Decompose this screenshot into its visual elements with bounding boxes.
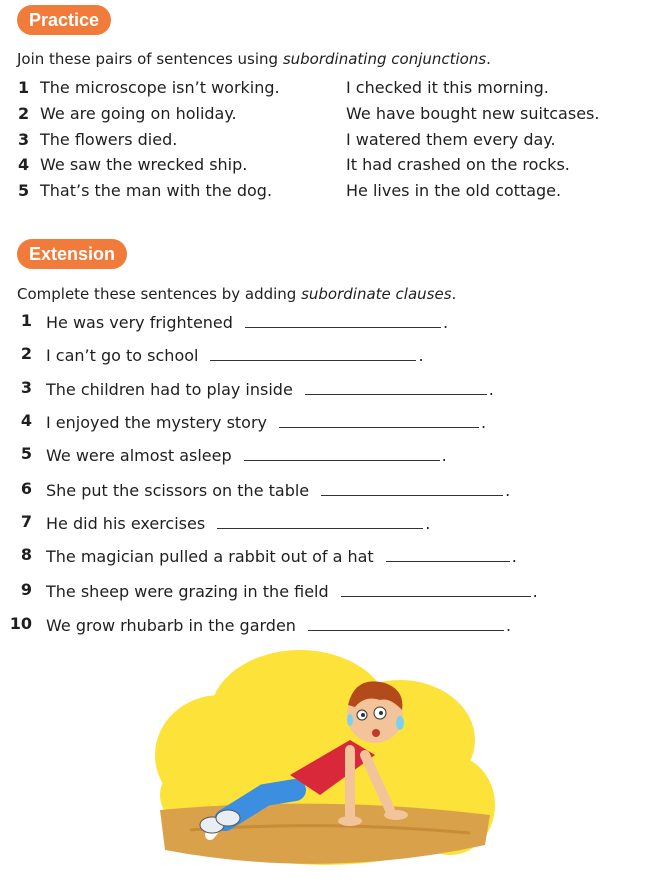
sentence-b: It had crashed on the rocks. bbox=[346, 155, 570, 174]
item-number: 1 bbox=[18, 78, 30, 97]
list-item bbox=[0, 580, 657, 604]
sentence-stem: We were almost asleep bbox=[46, 446, 232, 465]
answer-line[interactable] bbox=[244, 444, 440, 461]
practice-heading: Practice bbox=[17, 5, 111, 35]
list-item bbox=[0, 344, 657, 368]
answer-line[interactable] bbox=[341, 580, 531, 597]
item-number: 5 bbox=[18, 181, 30, 200]
answer-line[interactable] bbox=[279, 411, 479, 428]
sentence-stem: He did his exercises bbox=[46, 514, 206, 533]
sentence-a: The flowers died. bbox=[40, 130, 178, 149]
item-number: 7 bbox=[20, 512, 32, 531]
item-number: 10 bbox=[9, 614, 32, 633]
item-number: 3 bbox=[18, 130, 30, 149]
list-item bbox=[0, 411, 657, 435]
sentence-a: We are going on holiday. bbox=[40, 104, 237, 123]
list-item bbox=[0, 479, 657, 503]
answer-line[interactable] bbox=[245, 311, 441, 328]
item-number: 2 bbox=[18, 104, 30, 123]
item-number: 4 bbox=[20, 411, 32, 430]
item-number: 5 bbox=[20, 444, 32, 463]
sentence-stem: She put the scissors on the table bbox=[46, 481, 310, 500]
sentence-stem: I enjoyed the mystery story bbox=[46, 413, 268, 432]
item-number: 8 bbox=[20, 545, 32, 564]
end-mark: . bbox=[505, 616, 512, 635]
list-item bbox=[0, 378, 657, 402]
sentence-stem: The sheep were grazing in the field bbox=[46, 582, 329, 601]
sentence-b: I checked it this morning. bbox=[346, 78, 549, 97]
end-mark: . bbox=[441, 446, 447, 465]
answer-line[interactable] bbox=[217, 512, 423, 529]
sentence-b: I watered them every day. bbox=[346, 130, 556, 149]
item-number: 6 bbox=[20, 479, 32, 498]
end-mark: . bbox=[425, 514, 431, 533]
sentence-a: We saw the wrecked ship. bbox=[40, 155, 248, 174]
end-mark: . bbox=[488, 380, 494, 399]
end-mark: . bbox=[481, 413, 487, 432]
sentence-a: The microscope isn’t working. bbox=[40, 78, 280, 97]
answer-line[interactable] bbox=[210, 344, 416, 361]
practice-instruction: Join these pairs of sentences using subordinating conjunctions. bbox=[17, 50, 491, 68]
extension-heading: Extension bbox=[17, 239, 127, 269]
answer-line[interactable] bbox=[305, 378, 487, 395]
list-item bbox=[0, 545, 657, 569]
end-mark: . bbox=[418, 346, 424, 365]
list-item bbox=[0, 512, 657, 536]
sentence-stem: The magician pulled a rabbit out of a hat bbox=[46, 547, 374, 566]
answer-line[interactable] bbox=[308, 614, 504, 631]
item-number: 3 bbox=[20, 378, 32, 397]
boy-doing-push-ups-icon bbox=[150, 645, 500, 885]
list-item bbox=[0, 311, 657, 335]
sentence-stem: He was very frightened bbox=[46, 313, 233, 332]
end-mark: . bbox=[511, 547, 517, 566]
sentence-a: That’s the man with the dog. bbox=[40, 181, 273, 200]
sentence-b: He lives in the old cottage. bbox=[346, 181, 562, 200]
item-number: 2 bbox=[20, 344, 32, 363]
item-number: 1 bbox=[20, 311, 32, 330]
answer-line[interactable] bbox=[321, 479, 503, 496]
extension-instruction: Complete these sentences by adding subordinate clauses. bbox=[17, 285, 457, 303]
item-number: 9 bbox=[20, 580, 32, 599]
sentence-stem: I can’t go to school bbox=[46, 346, 199, 365]
end-mark: . bbox=[442, 313, 449, 332]
sentence-b: We have bought new suitcases. bbox=[346, 104, 600, 123]
end-mark: . bbox=[505, 481, 511, 500]
end-mark: . bbox=[532, 582, 538, 601]
sentence-stem: We grow rhubarb in the garden bbox=[46, 616, 296, 635]
answer-line[interactable] bbox=[386, 545, 510, 562]
item-number: 4 bbox=[18, 155, 30, 174]
list-item bbox=[0, 444, 657, 468]
list-item bbox=[0, 614, 657, 638]
sentence-stem: The children had to play inside bbox=[46, 380, 293, 399]
